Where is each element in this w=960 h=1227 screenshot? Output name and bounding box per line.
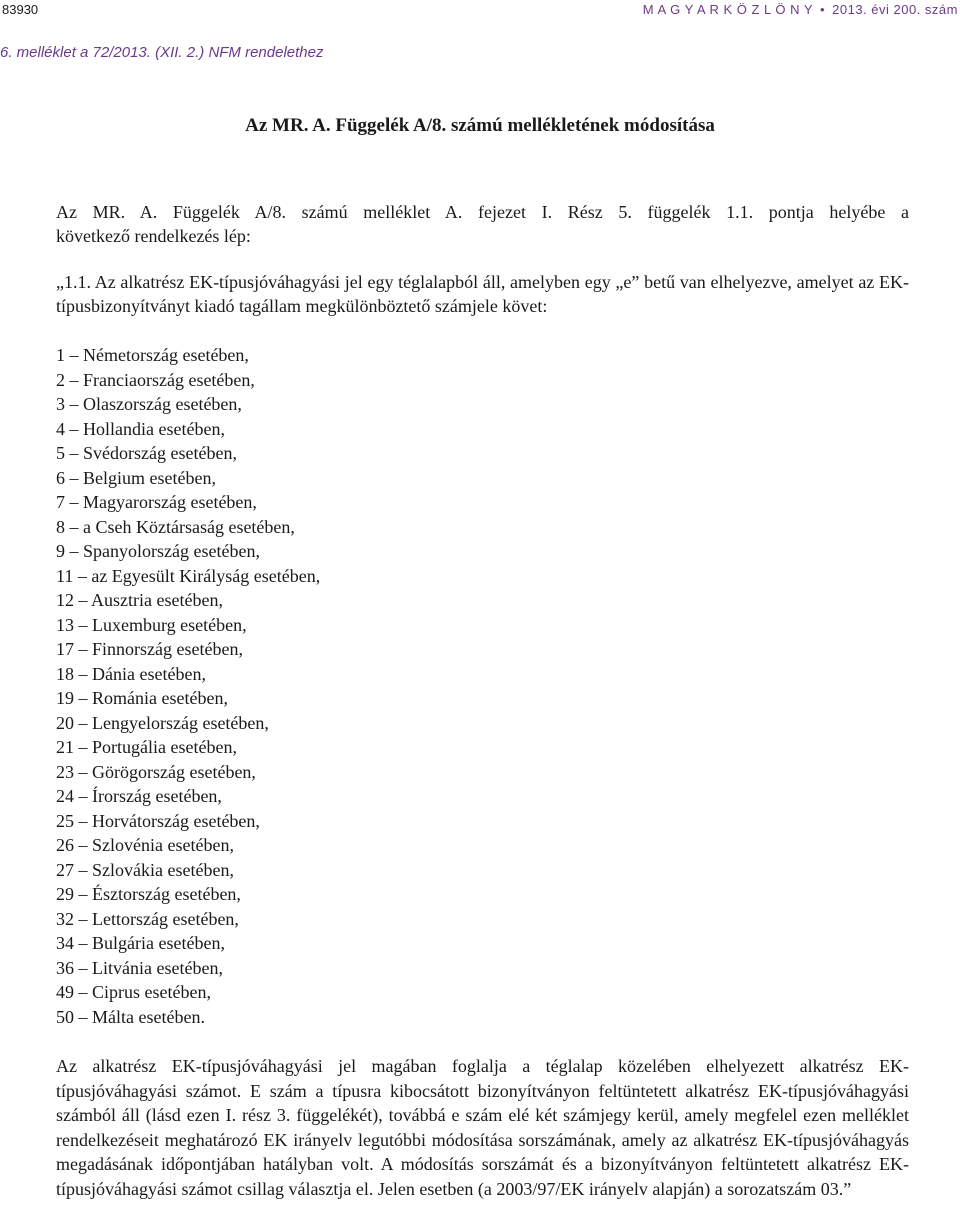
list-item: 3 – Olaszország esetében, bbox=[56, 394, 242, 414]
list-item: 36 – Litvánia esetében, bbox=[56, 957, 223, 978]
intro-line-1: Az MR. A. Függelék A/8. számú melléklet A. fejezet I. Rész 5. függelék 1.1. pontja helyébe a bbox=[56, 202, 909, 222]
list-item: 17 – Finnország esetében, bbox=[56, 639, 243, 659]
list-item: 9 – Spanyolország esetében, bbox=[56, 541, 260, 561]
list-item: 2 – Franciaország esetében, bbox=[56, 369, 255, 390]
list-item: 20 – Lengyelország esetében, bbox=[56, 712, 269, 733]
list-item: 29 – Észtország esetében, bbox=[56, 884, 241, 904]
list-item: 7 – Magyarország esetében, bbox=[56, 492, 257, 512]
document-title: Az MR. A. Függelék A/8. számú mellékletének módosítása bbox=[245, 115, 715, 136]
list-item: 4 – Hollandia esetében, bbox=[56, 418, 225, 439]
bullet-separator: • bbox=[819, 2, 826, 17]
list-item: 49 – Ciprus esetében, bbox=[56, 982, 211, 1002]
annex-label: 6. melléklet a 72/2013. (XII. 2.) NFM rendelethez bbox=[0, 44, 324, 61]
list-item: 32 – Lettország esetében, bbox=[56, 908, 239, 929]
list-item: 34 – Bulgária esetében, bbox=[56, 933, 225, 953]
list-item: 26 – Szlovénia esetében, bbox=[56, 835, 234, 855]
list-item: 23 – Görögország esetében, bbox=[56, 761, 256, 782]
list-item: 8 – a Cseh Köztársaság esetében, bbox=[56, 516, 295, 537]
closing-paragraph: Az alkatrész EK-típusjóváhagyási jel magában foglalja a téglalap közelében elhelyezett alkatrész EK-típusjóváhagyási számot. E szám a típusra kibocsátott bizonyítványon feltüntetett alkatrész EK-típusjóváhagyási számból áll (lásd ezen I. rész 3. függelékét), továbbá e szám elé két számjegy kerül, amely megfelel ezen melléklet rendelkezéseit meghatározó EK irányelv legutóbbi módosítása sorszámának, amely az alkatrész EK-típusjóváhagyás megadásának időpontjában hatályban volt. A módosítás sorszámát és a bizonyítványon feltüntetett alkatrész EK-típusjóváhagyási számot csillag választja el. Jelen esetben (a 2003/97/EK irányelv alapján) a sorozatszám 03.” bbox=[56, 1056, 909, 1199]
journal-title: M A G Y A R K Ö Z L Ö N Y bbox=[642, 2, 813, 17]
list-item: 24 – Írország esetében, bbox=[56, 786, 222, 806]
list-item: 5 – Svédország esetében, bbox=[56, 443, 237, 463]
list-item: 11 – az Egyesült Királyság esetében, bbox=[56, 565, 321, 586]
country-code-list bbox=[56, 343, 320, 1029]
list-item: 19 – Románia esetében, bbox=[56, 688, 228, 708]
page-number: 83930 bbox=[2, 2, 39, 17]
page-header bbox=[0, 0, 960, 22]
list-item: 12 – Ausztria esetében, bbox=[56, 590, 223, 610]
journal-issue: 2013. évi 200. szám bbox=[832, 2, 958, 17]
list-item: 6 – Belgium esetében, bbox=[56, 467, 216, 488]
intro-paragraph bbox=[56, 200, 909, 248]
list-item: 18 – Dánia esetében, bbox=[56, 663, 206, 684]
section-paragraph: „1.1. Az alkatrész EK-típusjóváhagyási jel egy téglalapból áll, amelyben egy „e” betű van elhelyezve, amelyet az EK-típusbizonyítványt kiadó tagállam megkülönböztető számjele követ: bbox=[56, 272, 909, 316]
list-item: 25 – Horvátország esetében, bbox=[56, 810, 260, 831]
list-item: 1 – Németország esetében, bbox=[56, 345, 249, 365]
list-item: 13 – Luxemburg esetében, bbox=[56, 614, 247, 635]
intro-line-2: következő rendelkezés lép: bbox=[56, 226, 251, 246]
list-item: 27 – Szlovákia esetében, bbox=[56, 859, 234, 880]
list-item: 50 – Málta esetében. bbox=[56, 1006, 205, 1027]
list-item: 21 – Portugália esetében, bbox=[56, 737, 237, 757]
journal-name bbox=[643, 2, 958, 17]
